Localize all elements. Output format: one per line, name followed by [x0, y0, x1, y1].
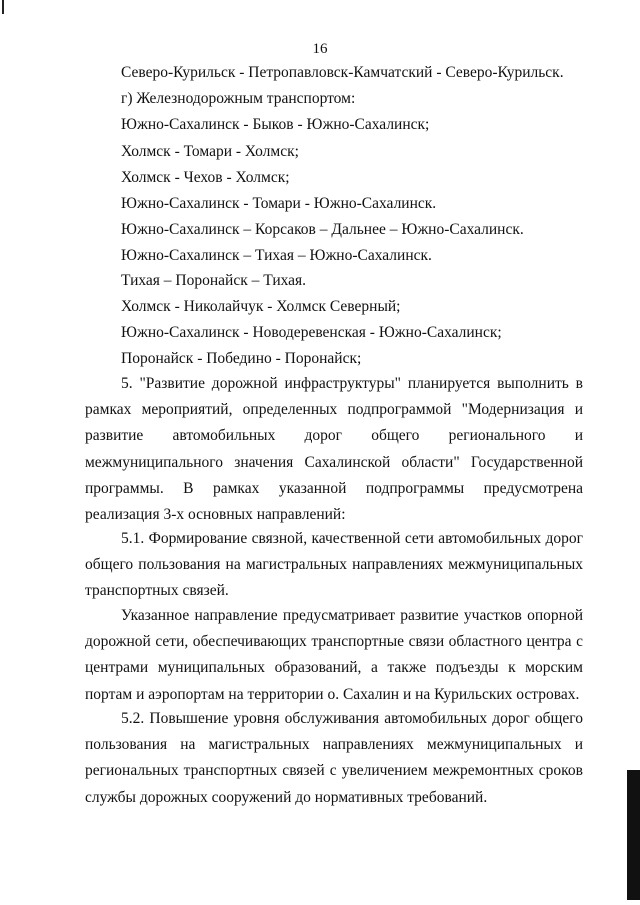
route-line: Южно-Сахалинск - Быков - Южно-Сахалинск; [121, 116, 430, 133]
section-heading-rail-transport: г) Железнодорожным транспортом: [121, 90, 356, 107]
route-line: Южно-Сахалинск - Новодеревенская - Южно-Сахалинск; [121, 324, 502, 341]
route-line: Холмск - Чехов - Холмск; [121, 169, 290, 186]
paragraph-direction-description: Указанное направление предусматривает развитие участков опорной дорожной сети, обеспечивающих транспортные связи областного центра с центрами муниципальных образований, а также подъезды к морским портам и аэропортам на территории о. Сахалин и на Курильских островах. [85, 607, 583, 703]
paragraph-5-1-road-network: 5.1. Формирование связной, качественной сети автомобильных дорог общего пользования на магистральных направлениях межмуниципальных транспортных связей. [85, 530, 583, 600]
route-line: Холмск - Томари - Холмск; [121, 143, 299, 160]
route-line: Северо-Курильск - Петропавловск-Камчатский - Северо-Курильск. [121, 64, 564, 81]
route-line: Холмск - Николайчук - Холмск Северный; [121, 298, 401, 315]
scan-edge-mark [2, 0, 4, 14]
route-line: Южно-Сахалинск – Корсаков – Дальнее – Южно-Сахалинск. [121, 221, 524, 238]
scan-edge-bar [627, 770, 640, 900]
paragraph-5-2-service-level: 5.2. Повышение уровня обслуживания автомобильных дорог общего пользования на магистральных направлениях межмуниципальных и региональных транспортных связей с увеличением межремонтных сроков службы дорожных сооружений до нормативных требований. [85, 710, 583, 806]
page-number: 16 [312, 41, 328, 57]
paragraph-5-road-infrastructure: 5. "Развитие дорожной инфраструктуры" планируется выполнить в рамках мероприятий, определенных подпрограммой "Модернизация и развитие автомобильных дорог общего регионального и межмуниципального значения Сахалинской области" Государственной программы. В рамках указанной подпрограммы предусмотрена реализация 3-х основных направлений: [85, 375, 583, 524]
route-line: Поронайск - Победино - Поронайск; [121, 350, 362, 367]
route-line: Южно-Сахалинск - Томари - Южно-Сахалинск. [121, 195, 437, 212]
route-line: Южно-Сахалинск – Тихая – Южно-Сахалинск. [121, 247, 432, 264]
route-line: Тихая – Поронайск – Тихая. [121, 272, 307, 289]
